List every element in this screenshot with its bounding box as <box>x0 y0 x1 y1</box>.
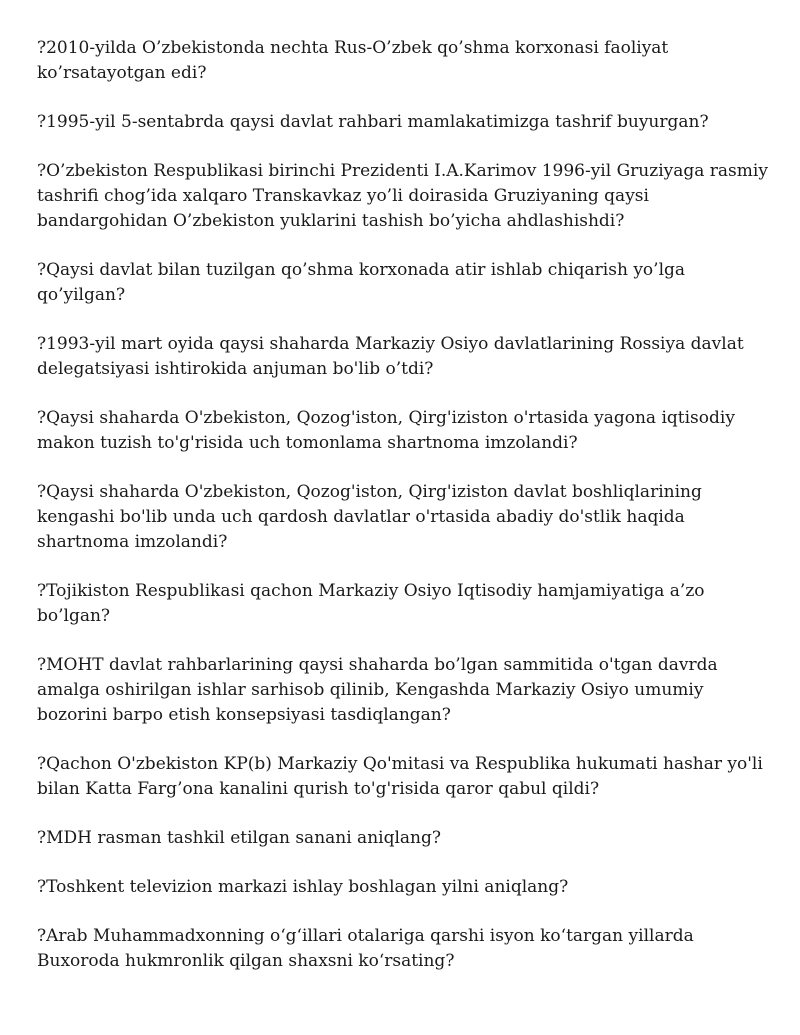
question-item: ?Qaysi shaharda O'zbekiston, Qozog'iston, Qirg'iziston davlat boshliqlarining kengashi bo'lib unda uch qardosh davlatlar o'rtasida abadiy do'stlik haqida shartnoma imzolandi? <box>37 482 702 552</box>
question-item: ?1993-yil mart oyida qaysi shaharda Markaziy Osiyo davlatlarining Rossiya davlat delegatsiyasi ishtirokida anjuman bo'lib o’tdi? <box>37 334 744 379</box>
question-item: ?Tojikiston Respublikasi qachon Markaziy Osiyo Iqtisodiy hamjamiyatiga a’zo bo’lgan? <box>37 581 705 626</box>
question-item: ?Toshkent televizion markazi ishlay boshlagan yilni aniqlang? <box>37 877 569 897</box>
question-item: ?MDH rasman tashkil etilgan sanani aniqlang? <box>37 828 441 848</box>
question-list <box>37 36 777 974</box>
question-item: ?2010-yilda O’zbekistonda nechta Rus-O’zbek qo’shma korxonasi faoliyat ko’rsatayotgan edi? <box>37 38 669 83</box>
question-item: ?Qaysi davlat bilan tuzilgan qo’shma korxonada atir ishlab chiqarish yo’lga qo’yilgan? <box>37 260 686 305</box>
question-item: ?O’zbekiston Respublikasi birinchi Prezidenti I.A.Karimov 1996-yil Gruziyaga rasmiy tashrifi chog’ida xalqaro Transkavkaz yo’li doirasida Gruziyaning qaysi bandargohidan O’zbekiston yuklarini tashish bo’yicha ahdlashishdi? <box>37 161 768 231</box>
question-item: ?Arab Muhammadxonning o‘g‘illari otalariga qarshi isyon ko‘targan yillarda Buxoroda hukmronlik qilgan shaxsni ko‘rsating? <box>37 926 694 971</box>
question-item: ?MOHT davlat rahbarlarining qaysi shaharda bo’lgan sammitida o'tgan davrda amalga oshirilgan ishlar sarhisob qilinib, Kengashda Markaziy Osiyo umumiy bozorini barpo etish konsepsiyasi tasdiqlangan? <box>37 655 718 725</box>
question-item: ?Qaysi shaharda O'zbekiston, Qozog'iston, Qirg'iziston o'rtasida yagona iqtisodiy makon tuzish to'g'risida uch tomonlama shartnoma imzolandi? <box>37 408 735 453</box>
question-item: ?Qachon O'zbekiston KP(b) Markaziy Qo'mitasi va Respublika hukumati hashar yo'li bilan Katta Farg’ona kanalini qurish to'g'risida qaror qabul qildi? <box>37 754 763 799</box>
question-item: ?1995-yil 5-sentabrda qaysi davlat rahbari mamlakatimizga tashrif buyurgan? <box>37 112 709 132</box>
